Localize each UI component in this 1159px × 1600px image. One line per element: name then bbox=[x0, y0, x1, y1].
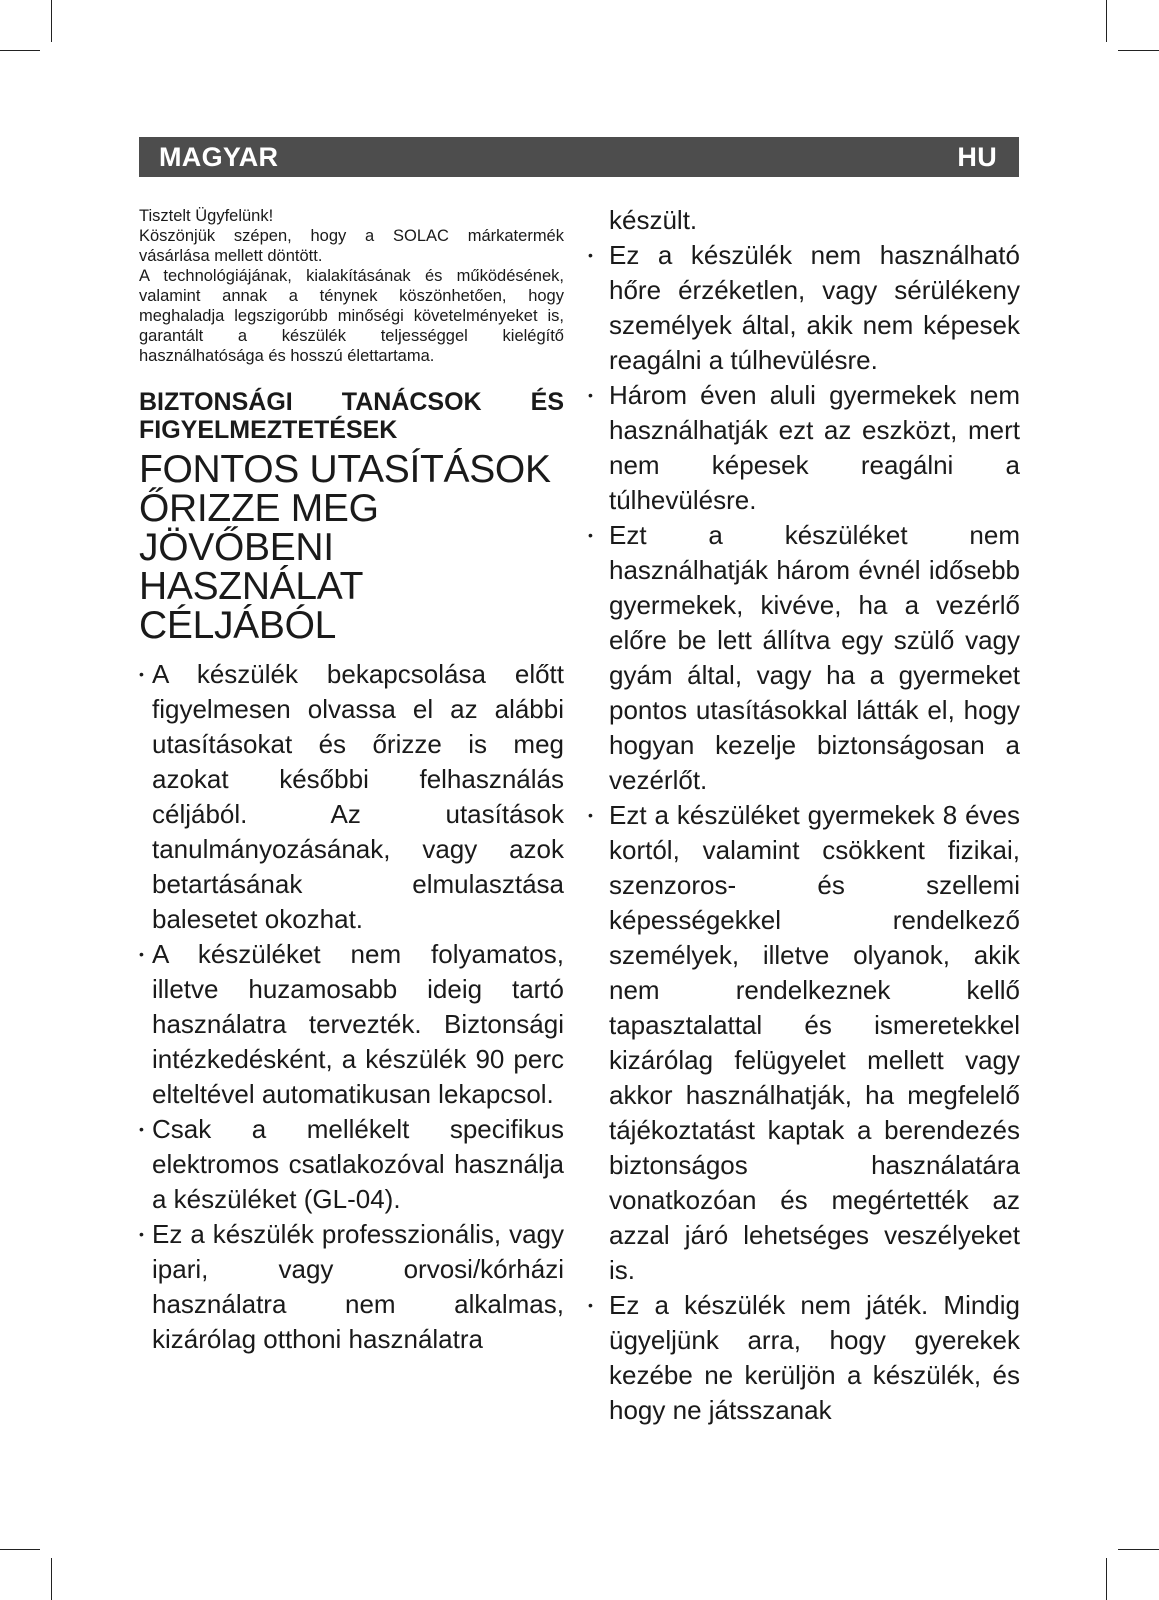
right-column bbox=[588, 203, 1020, 1428]
list-item: • Ez a készülék nem használható hőre érzéketlen, vagy sérülékeny személyek által, akik nem képesek reagálni a túlhevülésre. bbox=[588, 240, 1020, 375]
thanks-text: Köszönjük szépen, hogy a SOLAC márkatermék vásárlása mellett döntött. bbox=[139, 227, 564, 265]
list-item: • Ez a készülék professzionális, vagy ipari, vagy orvosi/kórházi használatra nem alkalmas, kizárólag otthoni használatra bbox=[139, 1219, 564, 1354]
language-code: HU bbox=[957, 141, 997, 172]
crop-mark bbox=[0, 1549, 40, 1550]
bullet-icon: • bbox=[139, 946, 144, 962]
bullet-icon: • bbox=[139, 666, 144, 682]
bullet-icon: • bbox=[588, 807, 593, 823]
bullet-icon: • bbox=[588, 387, 593, 403]
greeting: Tisztelt Ügyfelünk! bbox=[139, 207, 274, 225]
crop-mark bbox=[51, 0, 52, 42]
list-item: • Ezt a készüléket nem használhatják három évnél idősebb gyermekek, kivéve, ha a vezérlő előre be lett állítva egy szülő vagy gyám által, vagy ha a gyermeket pontos utasításokkal látták el, hogy hogyan kezelje biztonságosan a vezérlőt. bbox=[588, 520, 1020, 795]
crop-mark bbox=[1106, 0, 1107, 42]
continuation-text: készült. bbox=[609, 205, 698, 235]
list-item: • Ez a készülék nem játék. Mindig ügyeljünk arra, hogy gyerekek kezébe ne kerüljön a készülék, és hogy ne játsszanak bbox=[588, 1290, 1020, 1425]
bullet-icon: • bbox=[588, 1297, 593, 1313]
crop-mark bbox=[1118, 1549, 1159, 1550]
crop-mark bbox=[0, 50, 40, 51]
language-header-bar bbox=[139, 137, 1019, 177]
bullet-icon: • bbox=[588, 527, 593, 543]
bullet-icon: • bbox=[139, 1226, 144, 1242]
crop-mark bbox=[1106, 1558, 1107, 1600]
language-name: MAGYAR bbox=[159, 141, 279, 172]
intro-body: A technológiájának, kialakításának és működésének, valamint annak a ténynek köszönhetően, hogy meghaladja legszigorúbb minőségi követelményeket is, garantált a készülék teljességgel kielégítő használhatósága és hosszú élettartama. bbox=[139, 267, 564, 365]
bullet-icon: • bbox=[139, 1121, 144, 1137]
safety-heading: BIZTONSÁGI TANÁCSOK ÉS FIGYELMEZTETÉSEK bbox=[139, 388, 564, 444]
list-item: • Ezt a készüléket gyermekek 8 éves kortól, valamint csökkent fizikai, szenzoros- és szellemi képességekkel rendelkező személyek, illetve olyanok, akik nem rendelkeznek kellő tapasztalattal és ismeretekkel kizárólag felügyelet mellett vagy akkor használhatják, ha megfelelő tájékoztatást kaptak a berendezés biztonságos használatára vonatkozóan és megértették az azzal járó lehetséges veszélyeket is. bbox=[588, 800, 1020, 1285]
important-instructions-heading: FONTOS UTASÍTÁSOK ŐRIZZE MEG JÖVŐBENI HASZNÁLAT CÉLJÁBÓL bbox=[139, 448, 551, 647]
crop-mark bbox=[51, 1558, 52, 1600]
list-item: • A készüléket nem folyamatos, illetve huzamosabb ideig tartó használatra tervezték. Biztonsági intézkedésként, a készülék 90 perc elteltével automatikusan lekapcsol. bbox=[139, 939, 564, 1109]
list-item: • Három éven aluli gyermekek nem használhatják ezt az eszközt, mert nem képesek reagálni a túlhevülésre. bbox=[588, 380, 1020, 515]
right-bullet-list bbox=[588, 238, 1020, 1428]
list-item: • Csak a mellékelt specifikus elektromos csatlakozóval használja a készüléket (GL-04). bbox=[139, 1114, 564, 1214]
bullet-icon: • bbox=[588, 247, 593, 263]
intro bbox=[139, 206, 564, 366]
list-item: • A készülék bekapcsolása előtt figyelmesen olvassa el az alábbi utasításokat és őrizze is meg azokat későbbi felhasználás céljából. Az utasítások tanulmányozásának, vagy azok betartásának elmulasztása balesetet okozhat. bbox=[139, 659, 564, 934]
left-column bbox=[139, 206, 564, 1357]
crop-mark bbox=[1118, 50, 1159, 51]
left-bullet-list bbox=[139, 657, 564, 1357]
